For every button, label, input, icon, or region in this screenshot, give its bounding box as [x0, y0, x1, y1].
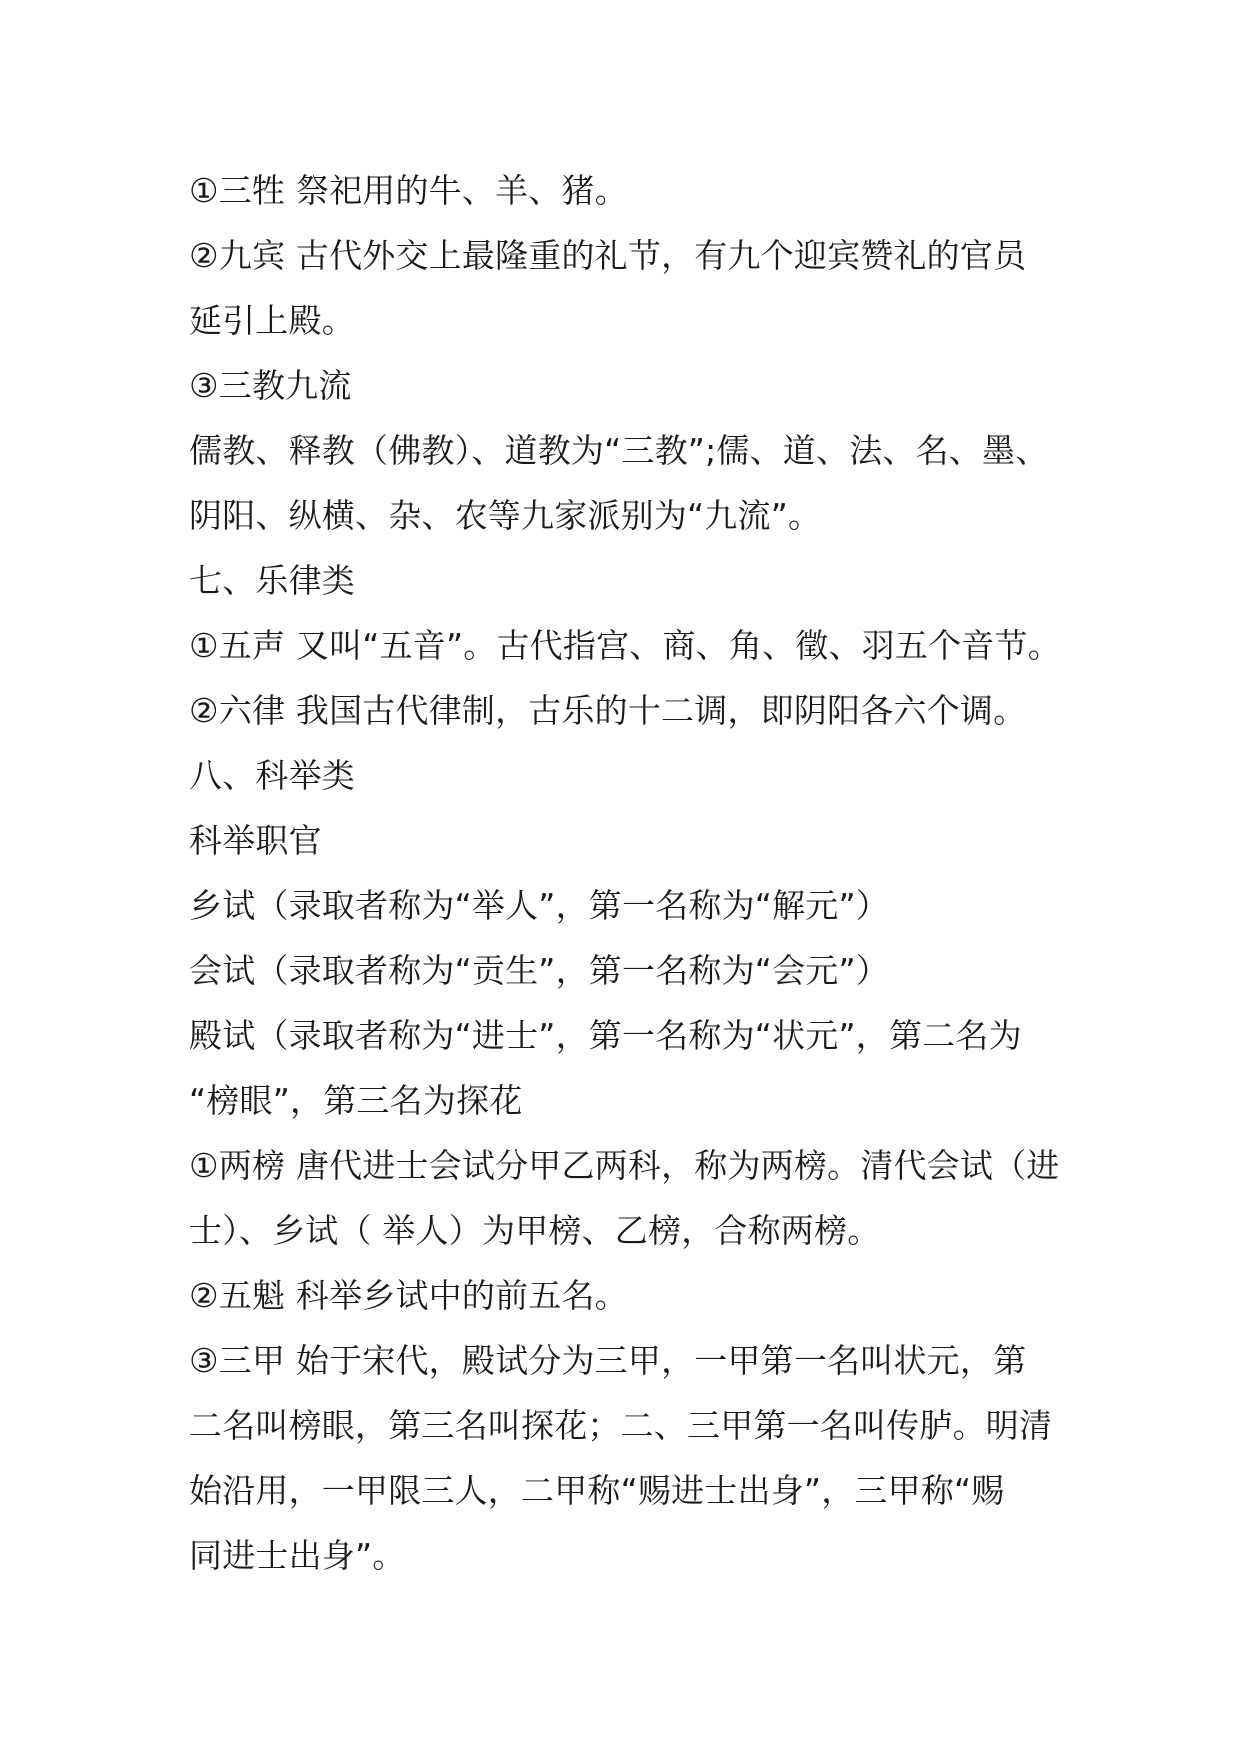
text-line: 儒教、释教（佛教）、道教为“三教”;儒、道、法、名、墨、	[189, 431, 1049, 470]
text-line: ③三甲 始于宋代，殿试分为三甲，一甲第一名叫状元，第	[189, 1341, 1027, 1380]
text-line: 始沿用，一甲限三人，二甲称“赐进士出身”，三甲称“赐	[189, 1471, 1005, 1510]
text-line: ①两榜 唐代进士会试分甲乙两科，称为两榜。清代会试（进	[189, 1146, 1060, 1185]
text-line: 会试（录取者称为“贡生”，第一名称为“会元”）	[189, 951, 889, 990]
text-line: ③三教九流	[189, 366, 352, 405]
section-heading: 七、乐律类	[189, 561, 355, 600]
subsection-heading: 科举职官	[189, 821, 322, 860]
text-line: ①五声 又叫“五音”。古代指宫、商、角、徵、羽五个音节。	[189, 626, 1061, 665]
text-line: 二名叫榜眼，第三名叫探花；二、三甲第一名叫传胪。明清	[189, 1406, 1053, 1445]
text-line: 士）、乡试（ 举人）为甲榜、乙榜，合称两榜。	[189, 1211, 881, 1250]
text-line: ①三牲 祭祀用的牛、羊、猪。	[189, 171, 628, 210]
text-line: 同进士出身”。	[189, 1536, 406, 1575]
text-line: 殿试（录取者称为“进士”，第一名称为“状元”，第二名为	[189, 1016, 1022, 1055]
text-line: 延引上殿。	[189, 301, 355, 340]
section-heading: 八、科举类	[189, 756, 355, 795]
text-line: “榜眼”，第三名为探花	[189, 1081, 523, 1120]
text-line: ②六律 我国古代律制，古乐的十二调，即阴阳各六个调。	[189, 691, 1027, 730]
document-body	[189, 158, 1069, 1588]
text-line: ②五魁 科举乡试中的前五名。	[189, 1276, 628, 1315]
text-line: 阴阳、纵横、杂、农等九家派别为“九流”。	[189, 496, 822, 535]
text-line: 乡试（录取者称为“举人”，第一名称为“解元”）	[189, 886, 889, 925]
text-line: ②九宾 古代外交上最隆重的礼节，有九个迎宾赞礼的官员	[189, 236, 1027, 275]
